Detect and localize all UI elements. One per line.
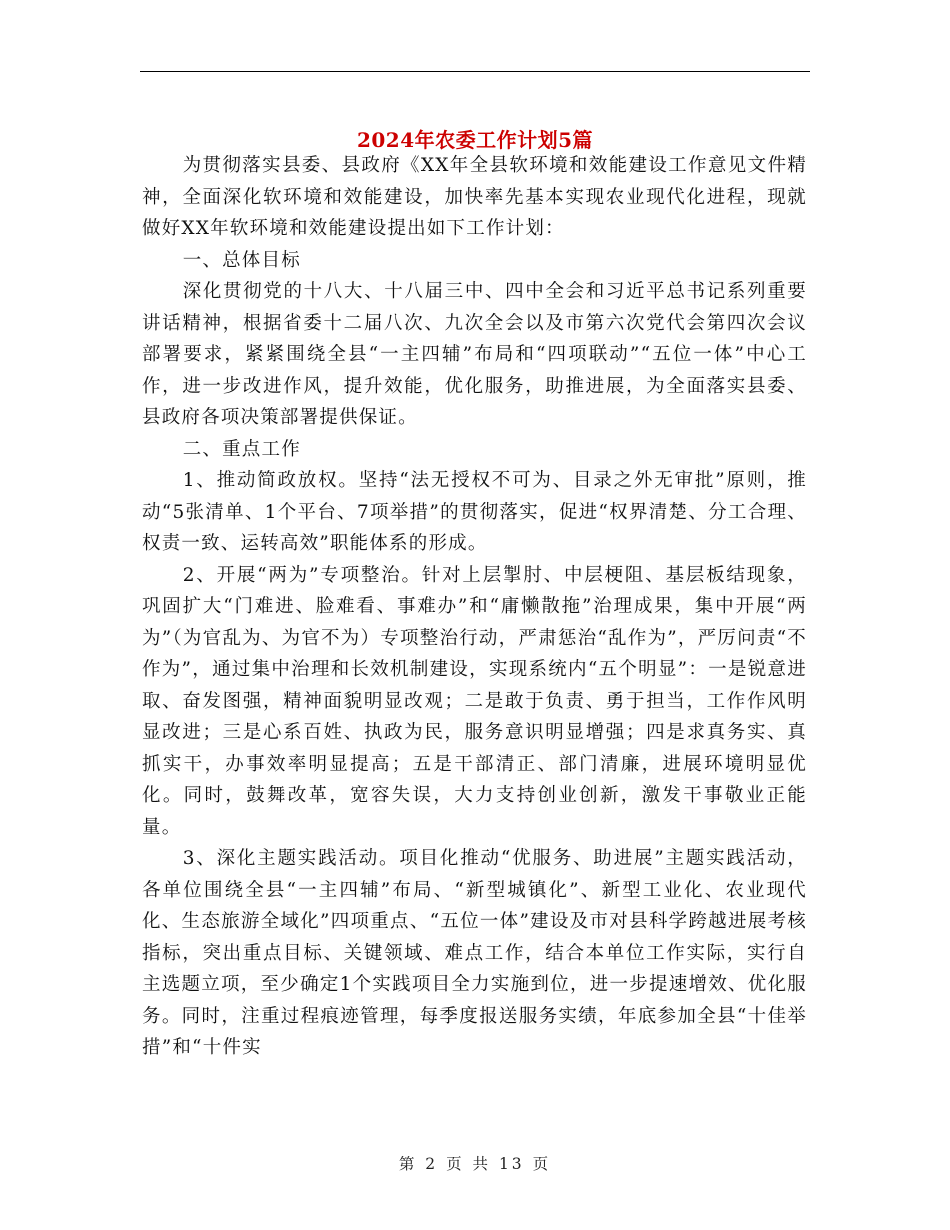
paragraph-item-3: 3、深化主题实践活动。项目化推动“优服务、助进展”主题实践活动，各单位围绕全县“一主四辅”布局、“新型城镇化”、新型工业化、农业现代化、生态旅游全域化”四项重点、“五位一体”建设及市对县科学跨越进展考核指标，突出重点目标、关键领域、难点工作，结合本单位工作实际，实行自主选题立项，至少确定1个实践项目全力实施到位，进一步提速增效、优化服务。同时，注重过程痕迹管理，每季度报送服务实绩，年底参加全县“十佳举措”和“十件实	[142, 848, 807, 1058]
document-title: 2024年农委工作计划5篇	[356, 128, 594, 153]
document-body	[142, 150, 807, 1064]
header-rule	[140, 71, 810, 72]
paragraph-item-1: 1、推动简政放权。坚持“法无授权不可为、目录之外无审批”原则，推动“5张清单、1个平台、7项举措”的贯彻落实，促进“权界清楚、分工合理、权责一致、运转高效”职能体系的形成。	[142, 470, 807, 554]
paragraph-intro: 为贯彻落实县委、县政府《XX年全县软环境和效能建设工作意见文件精神，全面深化软环境和效能建设，加快率先基本实现农业现代化进程，现就做好XX年软环境和效能建设提出如下工作计划：	[142, 155, 807, 239]
heading-overall-goal: 一、总体目标	[182, 249, 301, 271]
heading-key-work: 二、重点工作	[182, 438, 301, 460]
paragraph-overall-goal: 深化贯彻党的十八大、十八届三中、四中全会和习近平总书记系列重要讲话精神，根据省委十二届八次、九次全会以及市第六次党代会第四次会议部署要求，紧紧围绕全县“一主四辅”布局和“四项联动”“五位一体”中心工作，进一步改进作风，提升效能，优化服务，助推进展，为全面落实县委、县政府各项决策部署提供保证。	[142, 281, 807, 428]
page-number-footer: 第 2 页 共 13 页	[398, 1155, 552, 1173]
paragraph-item-2: 2、开展“两为”专项整治。针对上层掣肘、中层梗阻、基层板结现象，巩固扩大“门难进、脸难看、事难办”和“庸懒散拖”治理成果，集中开展“两为”（为官乱为、为官不为）专项整治行动，严肃惩治“乱作为”，严厉问责“不作为”，通过集中治理和长效机制建设，实现系统内“五个明显”：一是锐意进取、奋发图强，精神面貌明显改观；二是敢于负责、勇于担当，工作作风明显改进；三是心系百姓、执政为民，服务意识明显增强；四是求真务实、真抓实干，办事效率明显提高；五是干部清正、部门清廉，进展环境明显优化。同时，鼓舞改革，宽容失误，大力支持创业创新，激发干事敬业正能量。	[142, 564, 807, 838]
